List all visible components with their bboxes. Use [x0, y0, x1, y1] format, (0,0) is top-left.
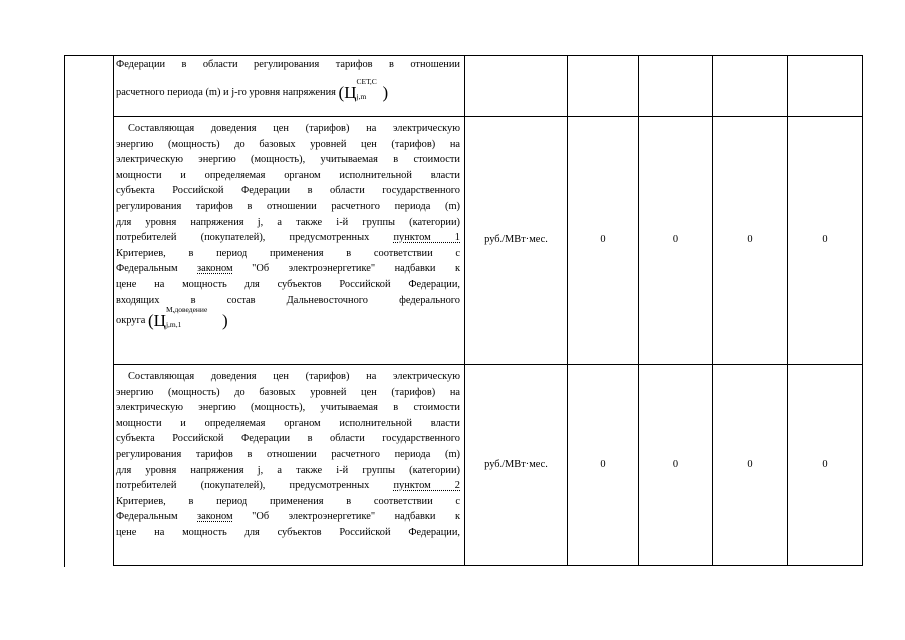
- text-line: Критериев, в период применения в соответствии с: [116, 247, 460, 259]
- text-line: Федеральным законом "Об электроэнергетике" надбавки к: [116, 263, 460, 275]
- text-line: потребителей (покупателей), предусмотренных пунктом 2: [116, 480, 460, 492]
- row-divider: [113, 364, 863, 365]
- col-border: [638, 55, 639, 566]
- value-cell: 0: [600, 459, 606, 470]
- row-3-description: [116, 369, 460, 541]
- row-2-description: [116, 121, 460, 329]
- text-line: мощности и определяемая органом исполнительной власти: [116, 417, 460, 429]
- text-line: электрическую энергию (мощность), учитываемая в стоимости: [116, 402, 460, 414]
- formula: (Ц СЕТ,С j,m ): [338, 76, 389, 102]
- text-line: энергию (мощность) до базовых уровней цен (тарифов) на: [116, 138, 460, 150]
- col-border: [464, 55, 465, 566]
- text-line: цене на мощность для субъектов Российской Федерации,: [116, 526, 460, 538]
- col-border: [567, 55, 568, 566]
- value-cell: 0: [747, 234, 753, 245]
- value-cell: 0: [822, 234, 828, 245]
- text-line: Составляющая доведения цен (тарифов) на электрическую: [128, 123, 460, 134]
- law-link[interactable]: законом: [197, 263, 233, 275]
- unit-cell: руб./МВт·мес.: [484, 234, 548, 245]
- text-line: субъекта Российской Федерации в области государственного: [116, 185, 460, 197]
- formula: (Ц М,доведение j,m,1 ): [147, 305, 228, 331]
- value-cell: 0: [672, 234, 679, 245]
- value-cell: 0: [747, 459, 753, 470]
- row-divider: [113, 116, 863, 117]
- text-line: мощности и определяемая органом исполнительной власти: [116, 169, 460, 181]
- text-line: цене на мощность для субъектов Российской Федерации,: [116, 278, 460, 290]
- text-line: субъекта Российской Федерации в области государственного: [116, 433, 460, 445]
- text-line: расчетного периода (m) и j-го уровня напряжения: [116, 86, 336, 98]
- col-border: [787, 55, 788, 566]
- text-line: Критериев, в период применения в соответствии с: [116, 495, 460, 507]
- text-line: Составляющая доведения цен (тарифов) на электрическую: [128, 371, 460, 382]
- text-line: регулирования тарифов в отношении расчетного периода (m): [116, 448, 460, 460]
- text-line: округа (Ц М,доведение j,m,1 ): [116, 305, 228, 331]
- value-cell: 0: [672, 459, 679, 470]
- text-line: для уровня напряжения j, а также i-й группы (категории): [116, 216, 460, 228]
- punkt-2-link[interactable]: пунктом 2: [393, 480, 460, 492]
- text-line: для уровня напряжения j, а также i-й группы (категории): [116, 464, 460, 476]
- col-border: [64, 55, 65, 567]
- col-border: [113, 55, 114, 566]
- text-line: Федеральным законом "Об электроэнергетике" надбавки к: [116, 511, 460, 523]
- punkt-1-link[interactable]: пунктом 1: [393, 232, 460, 244]
- text-line: энергию (мощность) до базовых уровней цен (тарифов) на: [116, 386, 460, 398]
- text-line: [116, 76, 460, 102]
- law-link[interactable]: законом: [197, 511, 233, 523]
- text-line: электрическую энергию (мощность), учитываемая в стоимости: [116, 154, 460, 166]
- col-border: [862, 55, 863, 566]
- table-bottom-border: [113, 565, 863, 566]
- value-cell: 0: [600, 234, 606, 245]
- row-1-description: [116, 57, 460, 100]
- text-line: входящих в состав Дальневосточного федерального: [116, 294, 460, 306]
- col-border: [712, 55, 713, 566]
- text-line: регулирования тарифов в отношении расчетного периода (m): [116, 200, 460, 212]
- value-cell: 0: [822, 459, 828, 470]
- text-line: Федерации в области регулирования тарифов в отношении: [116, 59, 460, 70]
- unit-cell: руб./МВт·мес.: [484, 459, 548, 470]
- text-line: потребителей (покупателей), предусмотренных пунктом 1: [116, 232, 460, 244]
